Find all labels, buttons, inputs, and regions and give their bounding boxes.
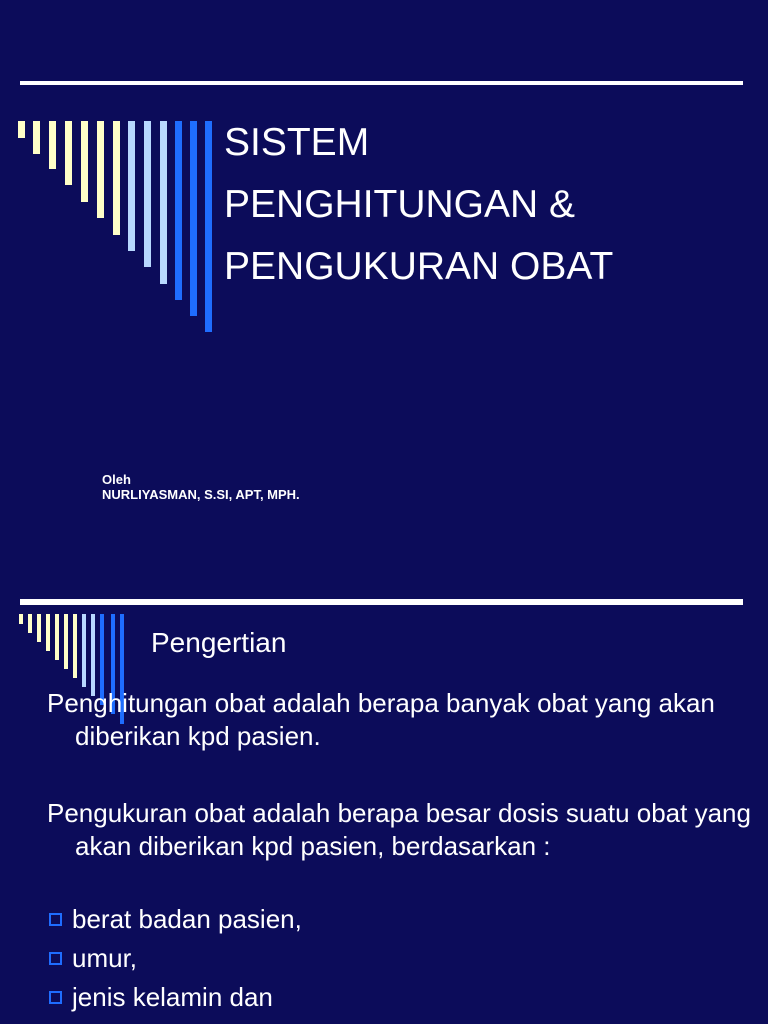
- bar: [64, 614, 68, 669]
- list-item: [47, 900, 302, 939]
- bar: [19, 614, 23, 624]
- top-rule: [20, 599, 743, 605]
- bar: [175, 121, 182, 300]
- slide-title-text: Pengertian: [151, 627, 287, 658]
- bar: [190, 121, 197, 316]
- bar: [81, 121, 88, 202]
- bar: [160, 121, 167, 284]
- title-line: PENGUKURAN OBAT: [224, 245, 614, 288]
- list-item: [47, 978, 302, 1017]
- bar: [46, 614, 50, 651]
- hollow-square-icon: [49, 991, 62, 1004]
- bar: [73, 614, 77, 678]
- bar: [91, 614, 95, 696]
- title-line: SISTEM: [224, 121, 370, 164]
- list-item-text: jenis kelamin dan: [72, 982, 273, 1012]
- bar: [144, 121, 151, 267]
- list-item-text: berat badan pasien,: [72, 904, 302, 934]
- list-item-text: umur,: [72, 943, 138, 973]
- bar: [97, 121, 104, 218]
- author-name: NURLIYASMAN, S.SI, APT, MPH.: [102, 487, 300, 502]
- bar: [55, 614, 59, 660]
- bar: [82, 614, 86, 687]
- bar: [128, 121, 135, 251]
- slide-title-text: [224, 112, 613, 298]
- paragraph-penghitungan: Penghitungan obat adalah berapa banyak obat yang akan diberikan kpd pasien.: [47, 688, 715, 751]
- bar: [33, 121, 40, 154]
- hollow-square-icon: [49, 952, 62, 965]
- author-block: [102, 472, 300, 502]
- author-prefix: Oleh: [102, 472, 131, 487]
- bar: [205, 121, 212, 332]
- bar: [37, 614, 41, 642]
- bar: [65, 121, 72, 185]
- top-rule: [20, 81, 743, 85]
- title-line: PENGHITUNGAN &: [224, 183, 576, 226]
- bar: [113, 121, 120, 235]
- slide-content: [0, 512, 768, 1024]
- list-item: [47, 939, 302, 978]
- bar: [28, 614, 32, 633]
- hollow-square-icon: [49, 913, 62, 926]
- bar: [18, 121, 25, 138]
- criteria-list: [47, 900, 302, 1017]
- paragraph-pengukuran: Pengukuran obat adalah berapa besar dosis suatu obat yang akan diberikan kpd pasien, berdasarkan :: [47, 798, 751, 861]
- bar: [49, 121, 56, 169]
